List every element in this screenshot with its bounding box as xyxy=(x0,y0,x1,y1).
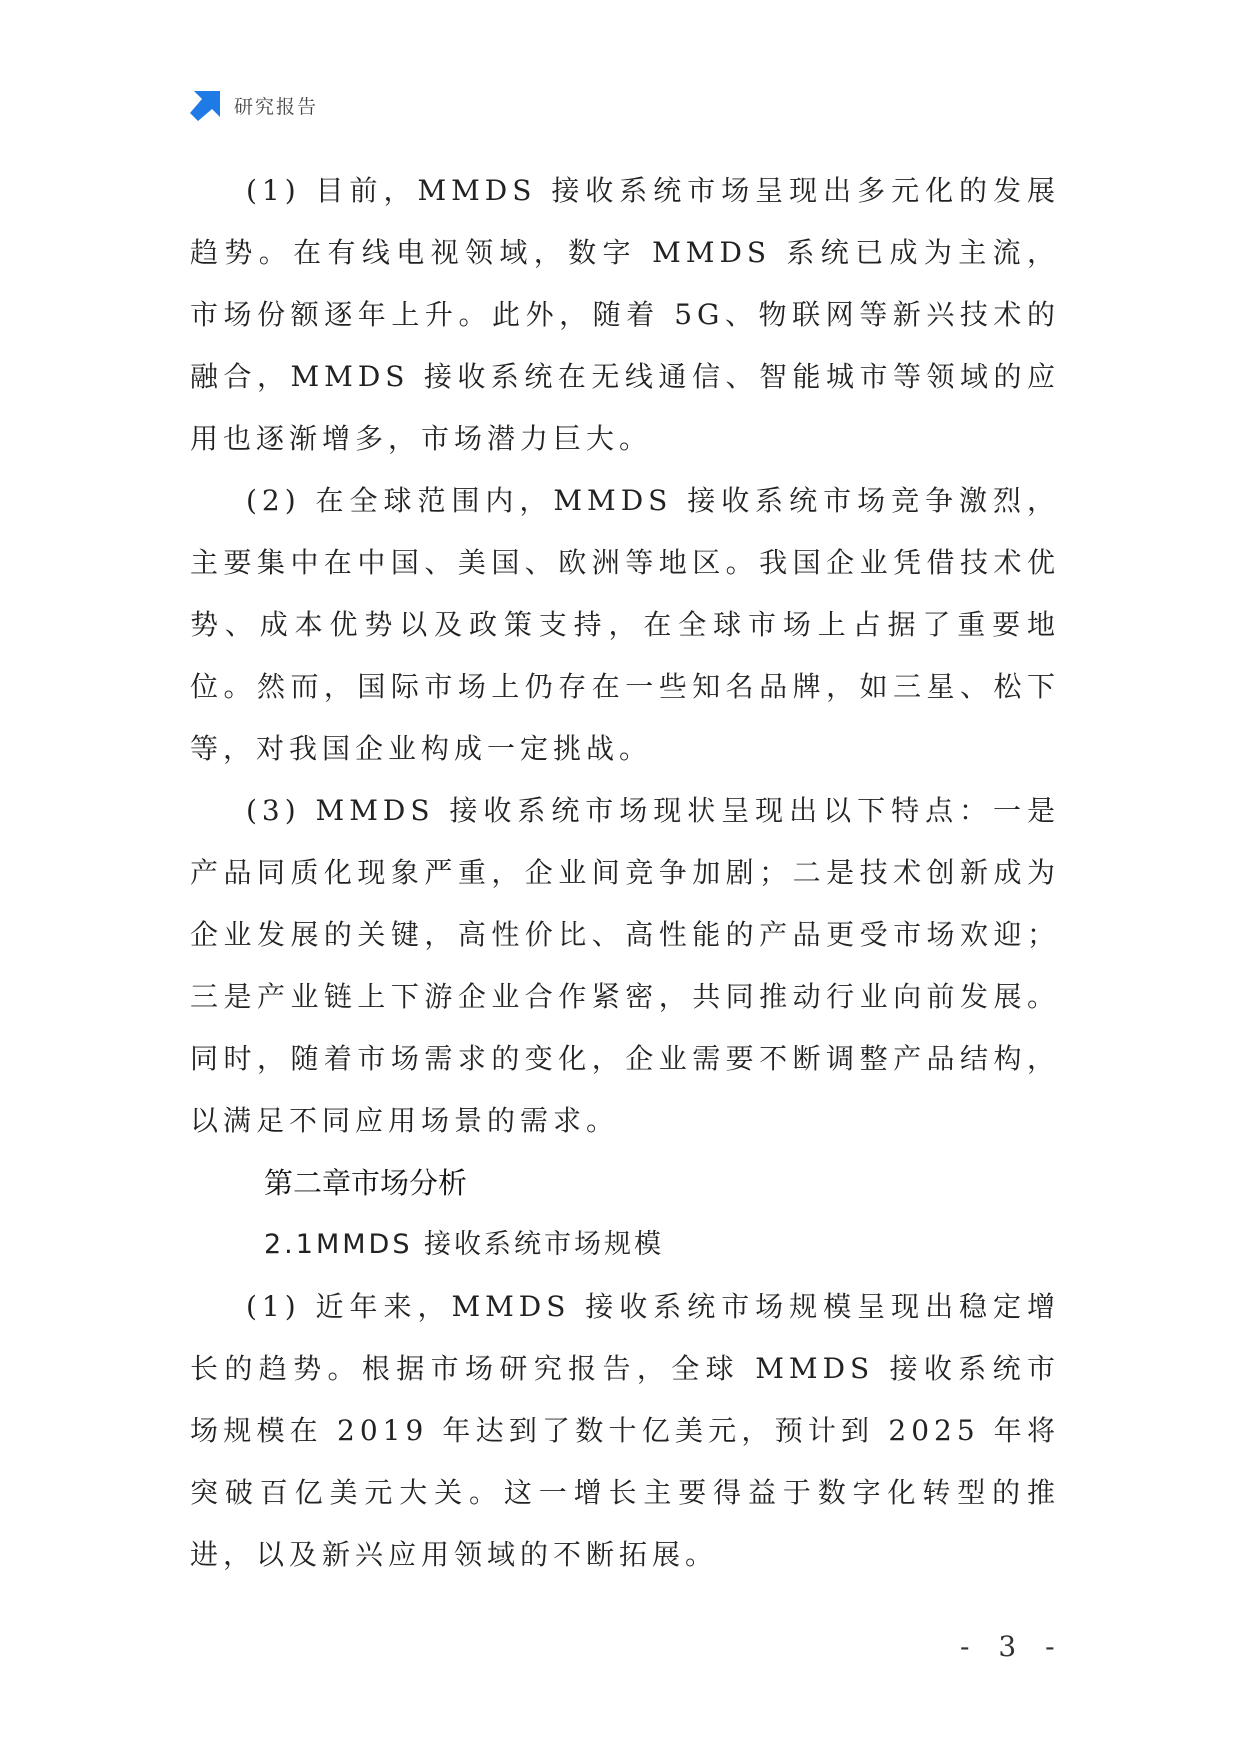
chapter-heading: 第二章市场分析 xyxy=(264,1166,468,1200)
document-body xyxy=(190,160,1060,1586)
paragraph-2: (2) 在全球范围内，MMDS 接收系统市场竞争激烈，主要集中在中国、美国、欧洲等地区。我国企业凭借技术优势、成本优势以及政策支持，在全球市场上占据了重要地位。然而，国际市场上仍存在一些知名品牌，如三星、松下等，对我国企业构成一定挑战。 xyxy=(190,484,1060,765)
paragraph-3: (3) MMDS 接收系统市场现状呈现出以下特点：一是产品同质化现象严重，企业间竞争加剧；二是技术创新成为企业发展的关键，高性价比、高性能的产品更受市场欢迎；三是产业链上下游企业合作紧密，共同推动行业向前发展。同时，随着市场需求的变化，企业需要不断调整产品结构，以满足不同应用场景的需求。 xyxy=(190,794,1060,1137)
section-paragraph: (1) 近年来，MMDS 接收系统市场规模呈现出稳定增长的趋势。根据市场研究报告，全球 MMDS 接收系统市场规模在 2019 年达到了数十亿美元，预计到 2025 年将突破百亿美元大关。这一增长主要得益于数字化转型的推进，以及新兴应用领域的不断拓展。 xyxy=(190,1290,1060,1571)
section-heading: 2.1MMDS 接收系统市场规模 xyxy=(264,1229,665,1260)
header-title: 研究报告 xyxy=(234,95,319,118)
arrow-up-right-icon xyxy=(190,89,222,121)
page-header xyxy=(190,88,318,122)
page-number: - 3 - xyxy=(960,1630,1065,1663)
paragraph-1: (1) 目前，MMDS 接收系统市场呈现出多元化的发展趋势。在有线电视领域，数字 MMDS 系统已成为主流，市场份额逐年上升。此外，随着 5G、物联网等新兴技术的融合，MMDS 接收系统在无线通信、智能城市等领域的应用也逐渐增多，市场潜力巨大。 xyxy=(190,174,1060,455)
